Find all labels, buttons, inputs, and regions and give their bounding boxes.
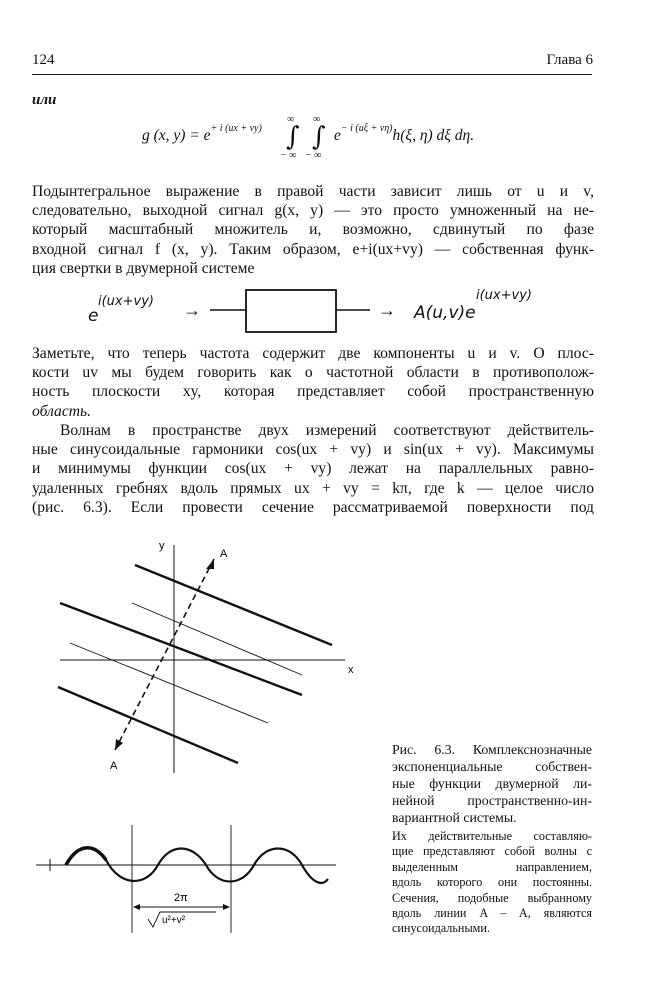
arrow-right-icon [223, 904, 230, 910]
page-number: 124 [32, 52, 55, 68]
intro-word: или [32, 92, 57, 108]
subcaption-line: выделенным направлением, [392, 859, 592, 874]
upper-limit-2: ∞ [313, 114, 321, 125]
crest-line [135, 565, 332, 645]
label-a-bottom: A [110, 760, 118, 772]
arrow-head-icon [206, 559, 214, 569]
crest-line [58, 687, 238, 763]
sinusoid-figure [36, 815, 346, 935]
formula-exp2: − i (uξ + vη) [340, 123, 393, 134]
text-line: и минимумы функции cos(ux + vy) лежат на параллельных равно- [32, 460, 594, 478]
subcaption-line: синусоидальными. [392, 921, 490, 936]
integral-sign-1: ∫ [286, 122, 300, 152]
text-line: следовательно, выходной сигнал g(x, y) — это просто умноженный на не- [32, 202, 594, 220]
figure-subcaption [392, 829, 592, 937]
formula-lhs: g (x, y) = e [142, 127, 211, 145]
formula-integrand [334, 123, 475, 145]
formula-tail: h(ξ, η) dξ dη. [392, 127, 475, 145]
section-line-a-a [115, 559, 214, 750]
subcaption-line: Их действительные составляю- [392, 829, 592, 843]
arrow-left-icon [133, 904, 140, 910]
chapter-heading: Глава 6 [546, 52, 593, 68]
text-line: ность плоскости xy, которая представляет собой пространственную [32, 383, 594, 401]
diagram-output-prefix: A(u,v)e [414, 303, 476, 323]
text-line: (рис. 6.3). Если провести сечение рассматриваемой поверхности под [32, 498, 594, 516]
text-line: область. [32, 402, 92, 420]
text-line: Волнам в пространстве двух измерений соответствуют действитель- [60, 422, 594, 439]
wave-crests-figure [40, 535, 380, 795]
diagram-input-exp: i(ux+vy) [98, 294, 154, 309]
diagram-output-exp: i(ux+vy) [476, 288, 532, 303]
paragraph-3 [32, 421, 594, 517]
text-line: ные синусоидальные гармоники cos(ux + vy) и sin(ux + vy). Максимумы [32, 441, 594, 459]
header-rule [32, 74, 592, 75]
lower-limit-2: − ∞ [305, 150, 322, 161]
sine-wave-highlight [66, 848, 106, 865]
text-line: кости uv мы будем говорить как о частотной области в противополож- [32, 364, 594, 382]
integrand-e: e [334, 127, 341, 145]
period-denominator: u²+v² [162, 915, 186, 926]
label-a-top: A [220, 548, 228, 560]
subcaption-line: щие представляют собой волны с [392, 844, 592, 859]
upper-limit-1: ∞ [287, 114, 295, 125]
caption-line: экспоненциальные собствен- [392, 759, 592, 774]
arrow-right-icon: → [183, 300, 201, 320]
system-block [210, 284, 370, 338]
text-line: который масштабный множитель и, возможно, сдвинутый по фазе [32, 221, 594, 239]
y-axis-label: y [159, 540, 165, 552]
system-box [246, 290, 336, 332]
subcaption-line: Сечения, подобные выбранному [392, 890, 592, 905]
subcaption-line: вдоль линии A – A, являются [392, 906, 592, 921]
formula-exp1: + i (ux + vy) [210, 123, 262, 134]
trough-line [70, 643, 268, 723]
figure-caption [392, 741, 592, 826]
lower-limit-1: − ∞ [280, 150, 297, 161]
formula-integral [142, 123, 262, 145]
period-numerator: 2π [174, 892, 188, 904]
text-line: входной сигнал f (x, y). Таким образом, e+i(ux+vy) — собственная функ- [32, 240, 594, 258]
text-line: ция свертки в двумерной системе [32, 259, 255, 277]
text-line: удаленных гребнях вдоль прямых ux + vy = kπ, где k — целое число [32, 479, 594, 497]
integral-sign-2: ∫ [312, 122, 326, 152]
text-line: Подынтегральное выражение в правой части зависит лишь от u и v, [32, 183, 594, 200]
subcaption-line: вдоль которого они постоянны. [392, 875, 592, 890]
paragraph-1 [32, 182, 594, 278]
caption-line: вариантной системы. [392, 810, 517, 825]
caption-line: Рис. 6.3. Комплекснозначные [392, 742, 592, 757]
caption-line: нейной пространственно-ин- [392, 793, 592, 808]
text-line: Заметьте, что теперь частота содержит две компоненты u и v. О плос- [32, 345, 594, 362]
paragraph-2 [32, 344, 594, 421]
caption-line: ные функции двумерной ли- [392, 776, 592, 791]
x-axis-label: x [348, 664, 354, 676]
diagram-input-e: e [88, 306, 99, 326]
arrow-right-icon: → [378, 300, 396, 320]
